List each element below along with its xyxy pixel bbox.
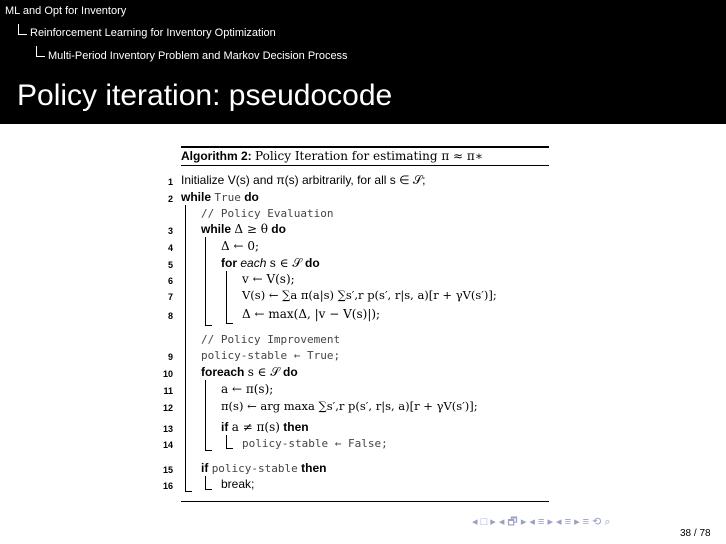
algorithm-top-rule	[181, 146, 549, 148]
caption-label: Algorithm 2:	[181, 149, 252, 163]
block-bar	[205, 237, 212, 326]
code-line: V(s) ← ∑a π(a|s) ∑s′,r p(s′, r|s, a)[r + γV(s′)];	[242, 288, 497, 302]
comment-text: // Policy Improvement	[201, 333, 341, 346]
slide-title: Policy iteration: pseudocode	[17, 79, 393, 112]
code-expr: a ≠ π(s)	[231, 420, 280, 434]
line-number: 6	[167, 276, 173, 286]
page-number: 38 / 78	[680, 528, 711, 539]
code-line	[201, 348, 340, 363]
code-line: break;	[221, 477, 255, 491]
algorithm-caption	[181, 149, 483, 163]
keyword: if	[201, 461, 209, 475]
beamer-nav-controls[interactable]	[472, 513, 611, 532]
code-literal: policy-stable ← False;	[242, 437, 388, 450]
keyword: while	[201, 222, 232, 236]
line-number: 13	[162, 424, 173, 434]
keyword: do	[244, 190, 259, 204]
code-line: Δ ← max(Δ, |v − V(s)|);	[242, 307, 381, 321]
section-title: ML and Opt for Inventory	[5, 5, 127, 17]
nav-symbols[interactable]: ◂ □ ▸ ◂ 🗗 ▸ ◂ ≡ ▸ ◂ ≡ ▸ ≡ ⟲ ⌕	[472, 516, 611, 528]
subsection-title: Reinforcement Learning for Inventory Optimization	[30, 27, 276, 39]
code-literal: True	[214, 191, 241, 204]
code-italic: each	[240, 256, 267, 270]
code-literal: policy-stable ← True;	[201, 349, 341, 362]
line-number: 10	[162, 369, 173, 379]
algorithm-bottom-rule	[181, 501, 549, 502]
code-line	[242, 436, 388, 451]
line-number: 8	[167, 311, 173, 321]
line-number: 5	[167, 260, 173, 270]
algorithm-mid-rule	[181, 165, 549, 166]
keyword: then	[301, 461, 327, 475]
line-number: 9	[167, 352, 173, 362]
block-bar	[205, 476, 212, 490]
block-bar	[205, 380, 212, 451]
keyword: do	[283, 365, 298, 379]
code-literal: policy-stable	[211, 462, 298, 475]
keyword: if	[221, 420, 229, 434]
code-line: π(s) ← arg maxa ∑s′,r p(s′, r|s, a)[r + γV(s′)];	[221, 399, 478, 413]
code-line: Initialize V(s) and π(s) arbitrarily, for all s ∈ 𝒮;	[181, 173, 426, 187]
tree-elbow-icon	[18, 24, 27, 35]
code-expr: s ∈ 𝒮	[269, 256, 302, 270]
line-number: 11	[163, 386, 173, 396]
keyword: do	[271, 222, 286, 236]
caption-text: Policy Iteration for estimating π ≈ π∗	[255, 149, 483, 163]
line-number: 7	[167, 292, 173, 302]
header-section	[0, 0, 726, 22]
line-number: 15	[162, 465, 173, 475]
code-line	[201, 365, 298, 379]
code-comment	[201, 206, 333, 221]
line-number: 16	[162, 481, 173, 491]
keyword: while	[181, 190, 212, 204]
comment-text: // Policy Evaluation	[201, 207, 334, 220]
subsubsection-title: Multi-Period Inventory Problem and Markov Decision Process	[48, 50, 348, 62]
block-bar	[185, 205, 192, 492]
block-bar	[226, 435, 233, 449]
code-line	[181, 190, 259, 205]
keyword: then	[283, 420, 309, 434]
line-number: 3	[167, 226, 173, 236]
header-subsection	[0, 22, 726, 45]
keyword: do	[305, 256, 320, 270]
code-line	[201, 461, 326, 476]
line-number: 2	[167, 194, 173, 204]
line-number: 14	[162, 440, 173, 450]
line-number: 1	[167, 177, 173, 187]
slide-title-bar	[0, 67, 726, 124]
line-number: 4	[167, 243, 173, 253]
line-number: 12	[162, 403, 173, 413]
code-line: Δ ← 0;	[221, 239, 260, 253]
code-expr: s ∈ 𝒮	[247, 365, 280, 379]
code-line	[221, 420, 309, 434]
code-line	[201, 222, 286, 236]
keyword: for	[221, 256, 237, 270]
code-comment	[201, 332, 340, 347]
tree-elbow-icon	[36, 46, 45, 57]
code-expr: Δ ≥ θ	[234, 222, 268, 236]
code-line: a ← π(s);	[221, 382, 274, 396]
header-subsubsection	[0, 45, 726, 67]
keyword: foreach	[201, 365, 245, 379]
code-line: v ← V(s);	[242, 272, 295, 286]
block-bar	[226, 271, 233, 324]
code-line	[221, 256, 320, 270]
